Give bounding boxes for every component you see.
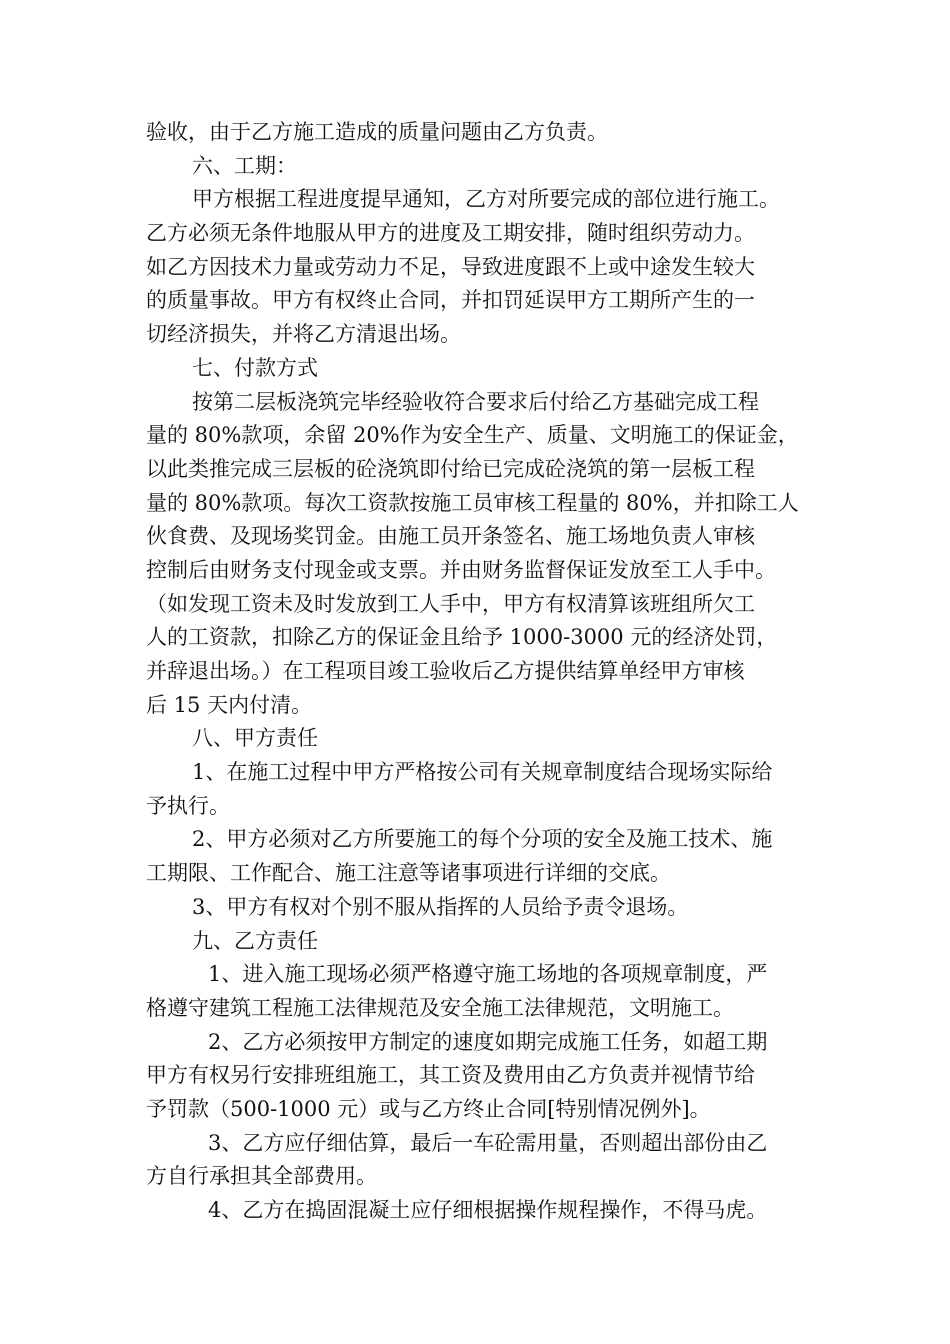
paragraph-line: 甲方有权另行安排班组施工，其工资及费用由乙方负责并视情节给: [146, 1063, 755, 1088]
paragraph-line: 予执行。: [146, 793, 230, 818]
paragraph-line: 乙方必须无条件地服从甲方的进度及工期安排，随时组织劳动力。: [146, 221, 755, 246]
paragraph-line: 甲方根据工程进度提早通知，乙方对所要完成的部位进行施工。: [192, 187, 780, 212]
paragraph-line: 3、乙方应仔细估算，最后一车砼需用量，否则超出部份由乙: [208, 1130, 768, 1155]
paragraph-line: 按第二层板浇筑完毕经验收符合要求后付给乙方基础完成工程: [192, 389, 759, 414]
paragraph-line: 如乙方因技术力量或劳动力不足，导致进度跟不上或中途发生较大: [146, 254, 755, 279]
section-heading-party-b: 九、乙方责任: [192, 928, 318, 953]
paragraph-line: 后 15 天内付清。: [146, 692, 313, 717]
paragraph-line: 方自行承担其全部费用。: [146, 1164, 377, 1189]
paragraph-line: 1、进入施工现场必须严格遵守施工场地的各项规章制度，严: [208, 962, 768, 987]
paragraph-line: 切经济损失，并将乙方清退出场。: [146, 322, 461, 347]
paragraph-line: （如发现工资未及时发放到工人手中，甲方有权清算该班组所欠工: [146, 591, 755, 616]
paragraph-line: 量的 80%款项。每次工资款按施工员审核工程量的 80%，并扣除工人: [146, 490, 799, 515]
section-heading-schedule: 六、工期：: [192, 153, 297, 178]
paragraph-line: 4、乙方在捣固混凝土应仔细根据操作规程操作，不得马虎。: [208, 1198, 768, 1222]
paragraph-line: 2、乙方必须按甲方制定的速度如期完成施工任务，如超工期: [208, 1029, 768, 1054]
paragraph-line: 予罚款（500-1000 元）或与乙方终止合同[特别情况例外]。: [146, 1096, 711, 1121]
paragraph-line: 格遵守建筑工程施工法律规范及安全施工法律规范，文明施工。: [146, 995, 734, 1020]
paragraph-line: 人的工资款，扣除乙方的保证金且给予 1000-3000 元的经济处罚，: [146, 625, 778, 650]
paragraph-line: 以此类推完成三层板的砼浇筑即付给已完成砼浇筑的第一层板工程: [146, 456, 755, 481]
paragraph-line: 控制后由财务支付现金或支票。并由财务监督保证发放至工人手中。: [146, 557, 776, 582]
section-heading-party-a: 八、甲方责任: [192, 726, 318, 751]
paragraph-line: 量的 80%款项，余留 20%作为安全生产、质量、文明施工的保证金，: [146, 423, 799, 448]
paragraph-line: 工期限、工作配合、施工注意等诸事项进行详细的交底。: [146, 861, 671, 886]
paragraph-line: 验收，由于乙方施工造成的质量问题由乙方负责。: [146, 120, 608, 144]
section-heading-payment: 七、付款方式: [192, 355, 318, 380]
paragraph-line: 3、甲方有权对个别不服从指挥的人员给予责令退场。: [192, 894, 689, 919]
paragraph-line: 伙食费、及现场奖罚金。由施工员开条签名、施工场地负责人审核: [146, 524, 755, 549]
document-body: [146, 116, 816, 1228]
paragraph-line: 1、在施工过程中甲方严格按公司有关规章制度结合现场实际给: [192, 760, 773, 785]
paragraph-line: 的质量事故。甲方有权终止合同，并扣罚延误甲方工期所产生的一: [146, 288, 755, 313]
paragraph-line: 并辞退出场。）在工程项目竣工验收后乙方提供结算单经甲方审核: [146, 659, 745, 683]
paragraph-line: 2、甲方必须对乙方所要施工的每个分项的安全及施工技术、施: [192, 827, 773, 852]
